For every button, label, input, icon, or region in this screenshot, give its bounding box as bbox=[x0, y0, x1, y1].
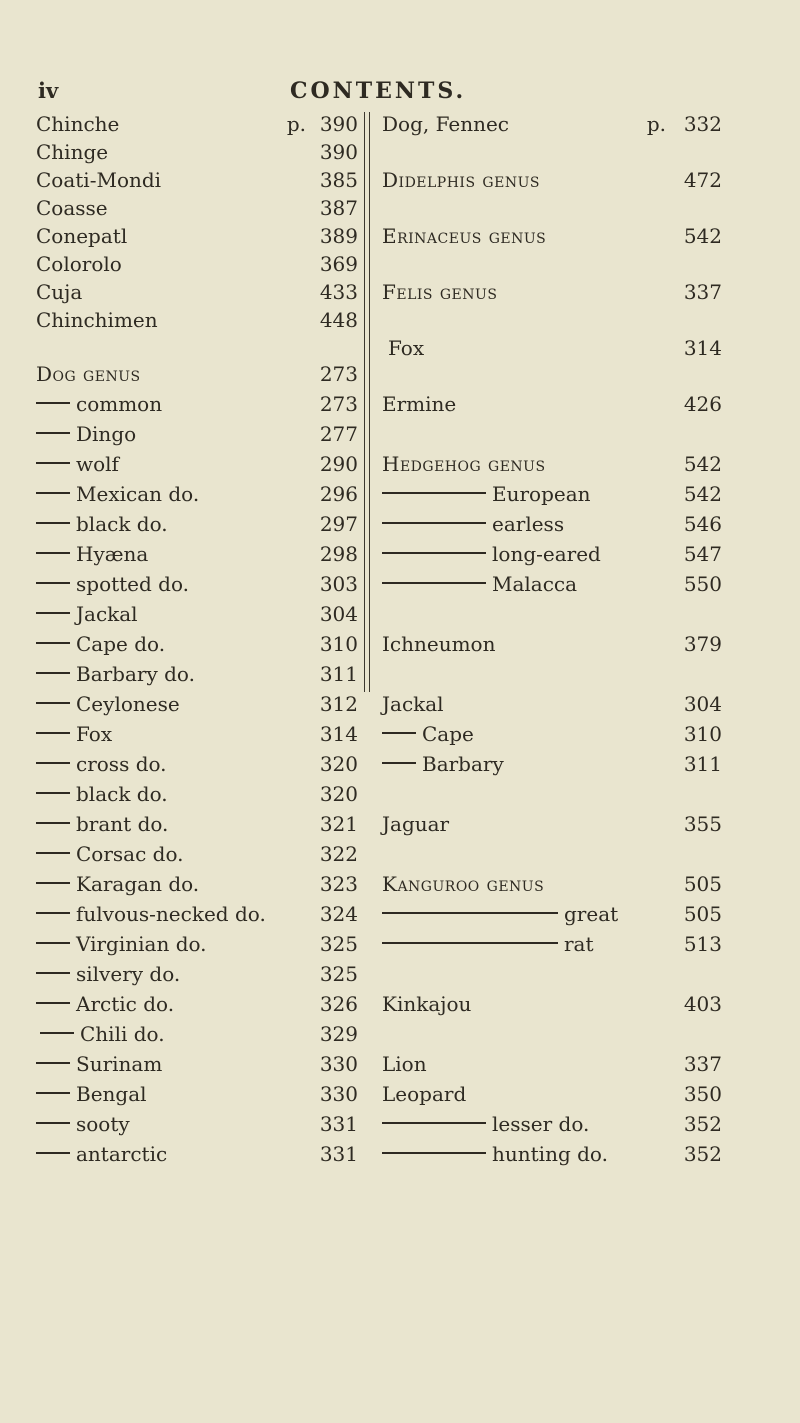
entry-label: rat bbox=[564, 932, 594, 956]
entry-page: 542 bbox=[683, 452, 722, 476]
entry-label: wolf bbox=[76, 452, 119, 476]
entry-label: Dog genus bbox=[36, 362, 141, 386]
index-entry bbox=[36, 392, 358, 420]
ditto-dash bbox=[36, 882, 70, 884]
entry-page: 304 bbox=[683, 692, 722, 716]
entry-label: Karagan do. bbox=[76, 872, 200, 896]
entry-label: Kanguroo genus bbox=[382, 872, 545, 896]
entry-label: Chili do. bbox=[80, 1022, 165, 1046]
index-entry bbox=[382, 280, 722, 308]
index-entry bbox=[36, 168, 358, 196]
page-header bbox=[0, 78, 800, 108]
page-prefix: p. bbox=[646, 112, 666, 136]
entry-label: Hyæna bbox=[76, 542, 149, 566]
entry-label: Jackal bbox=[76, 602, 138, 626]
index-entry bbox=[382, 722, 722, 750]
ditto-dash bbox=[382, 1122, 486, 1124]
entry-label: Barbary bbox=[422, 752, 504, 776]
index-entry bbox=[36, 1052, 358, 1080]
entry-label: Colorolo bbox=[36, 252, 122, 276]
ditto-dash bbox=[36, 462, 70, 464]
entry-label: earless bbox=[492, 512, 565, 536]
index-entry bbox=[36, 196, 358, 224]
index-entry bbox=[382, 872, 722, 900]
entry-page: 298 bbox=[319, 542, 358, 566]
ditto-dash bbox=[36, 912, 70, 914]
entry-label: European bbox=[492, 482, 591, 506]
index-entry bbox=[382, 224, 722, 252]
entry-page: 326 bbox=[319, 992, 358, 1016]
entry-page: 389 bbox=[319, 224, 358, 248]
entry-page: 322 bbox=[319, 842, 358, 866]
entry-page: 330 bbox=[319, 1082, 358, 1106]
ditto-dash bbox=[36, 672, 70, 674]
column-divider bbox=[369, 112, 370, 692]
entry-page: 472 bbox=[683, 168, 722, 192]
entry-label: Cape do. bbox=[76, 632, 166, 656]
entry-page: 331 bbox=[319, 1142, 358, 1166]
ditto-dash bbox=[36, 642, 70, 644]
index-entry bbox=[36, 1112, 358, 1140]
ditto-dash bbox=[36, 552, 70, 554]
ditto-dash bbox=[36, 972, 70, 974]
entry-page: 314 bbox=[319, 722, 358, 746]
page-prefix: p. bbox=[286, 112, 306, 136]
index-entry bbox=[382, 752, 722, 780]
index-entry bbox=[382, 1082, 722, 1110]
entry-label: Fox bbox=[388, 336, 425, 360]
entry-label: sooty bbox=[76, 1112, 130, 1136]
entry-page: 387 bbox=[319, 196, 358, 220]
entry-label: Jaguar bbox=[382, 812, 450, 836]
entry-page: 352 bbox=[683, 1112, 722, 1136]
entry-page: 311 bbox=[683, 752, 722, 776]
ditto-dash bbox=[382, 912, 558, 914]
entry-page: 385 bbox=[319, 168, 358, 192]
entry-page: 513 bbox=[683, 932, 722, 956]
index-entry bbox=[382, 812, 722, 840]
entry-label: spotted do. bbox=[76, 572, 190, 596]
entry-page: 379 bbox=[683, 632, 722, 656]
ditto-dash bbox=[36, 432, 70, 434]
entry-page: 312 bbox=[319, 692, 358, 716]
entry-page: 355 bbox=[683, 812, 722, 836]
index-entry bbox=[36, 1022, 358, 1050]
ditto-dash bbox=[36, 1122, 70, 1124]
index-entry bbox=[382, 1112, 722, 1140]
entry-page: 324 bbox=[319, 902, 358, 926]
ditto-dash bbox=[36, 1062, 70, 1064]
entry-page: 352 bbox=[683, 1142, 722, 1166]
ditto-dash bbox=[36, 732, 70, 734]
entry-label: Chinche bbox=[36, 112, 120, 136]
index-entry bbox=[382, 542, 722, 570]
entry-label: black do. bbox=[76, 782, 168, 806]
entry-page: 390 bbox=[319, 140, 358, 164]
ditto-dash bbox=[382, 492, 486, 494]
entry-label: brant do. bbox=[76, 812, 169, 836]
entry-page: 542 bbox=[683, 482, 722, 506]
index-entry bbox=[36, 542, 358, 570]
index-entry bbox=[36, 112, 358, 140]
ditto-dash bbox=[36, 402, 70, 404]
entry-label: cross do. bbox=[76, 752, 167, 776]
entry-label: Malacca bbox=[492, 572, 578, 596]
entry-page: 296 bbox=[319, 482, 358, 506]
ditto-dash bbox=[36, 612, 70, 614]
index-entry bbox=[382, 572, 722, 600]
index-entry bbox=[36, 482, 358, 510]
index-entry bbox=[382, 482, 722, 510]
ditto-dash bbox=[36, 852, 70, 854]
index-entry bbox=[36, 572, 358, 600]
index-entry bbox=[382, 168, 722, 196]
index-entry bbox=[36, 662, 358, 690]
entry-label: Hedgehog genus bbox=[382, 452, 546, 476]
index-entry bbox=[382, 512, 722, 540]
ditto-dash bbox=[36, 762, 70, 764]
entry-label: Cuja bbox=[36, 280, 83, 304]
ditto-dash bbox=[382, 1152, 486, 1154]
entry-label: Bengal bbox=[76, 1082, 147, 1106]
index-entry bbox=[382, 692, 722, 720]
index-entry bbox=[36, 308, 358, 336]
entry-page: 277 bbox=[319, 422, 358, 446]
entry-page: 303 bbox=[319, 572, 358, 596]
entry-page: 290 bbox=[319, 452, 358, 476]
index-entry bbox=[382, 632, 722, 660]
entry-page: 304 bbox=[319, 602, 358, 626]
entry-label: Mexican do. bbox=[76, 482, 200, 506]
index-entry bbox=[36, 992, 358, 1020]
index-entry bbox=[36, 872, 358, 900]
index-entry bbox=[382, 392, 722, 420]
ditto-dash bbox=[40, 1032, 74, 1034]
entry-label: Jackal bbox=[382, 692, 444, 716]
index-entry bbox=[382, 336, 722, 364]
ditto-dash bbox=[36, 522, 70, 524]
index-entry bbox=[36, 422, 358, 450]
entry-label: Surinam bbox=[76, 1052, 163, 1076]
ditto-dash bbox=[36, 942, 70, 944]
entry-page: 350 bbox=[683, 1082, 722, 1106]
ditto-dash bbox=[36, 1002, 70, 1004]
entry-label: silvery do. bbox=[76, 962, 181, 986]
entry-label: lesser do. bbox=[492, 1112, 590, 1136]
entry-label: Dingo bbox=[76, 422, 137, 446]
entry-page: 320 bbox=[319, 782, 358, 806]
entry-label: Ceylonese bbox=[76, 692, 180, 716]
entry-page: 433 bbox=[319, 280, 358, 304]
entry-label: Felis genus bbox=[382, 280, 498, 304]
ditto-dash bbox=[382, 552, 486, 554]
entry-page: 448 bbox=[319, 308, 358, 332]
entry-label: Leopard bbox=[382, 1082, 467, 1106]
entry-page: 542 bbox=[683, 224, 722, 248]
ditto-dash bbox=[36, 702, 70, 704]
column-divider bbox=[364, 112, 365, 692]
entry-label: Corsac do. bbox=[76, 842, 184, 866]
entry-label: Fox bbox=[76, 722, 113, 746]
entry-page: 550 bbox=[683, 572, 722, 596]
entry-page: 323 bbox=[319, 872, 358, 896]
entry-label: antarctic bbox=[76, 1142, 168, 1166]
ditto-dash bbox=[382, 762, 416, 764]
entry-label: Chinge bbox=[36, 140, 109, 164]
ditto-dash bbox=[36, 582, 70, 584]
index-entry bbox=[36, 252, 358, 280]
entry-page: 546 bbox=[683, 512, 722, 536]
entry-page: 325 bbox=[319, 932, 358, 956]
entry-page: 505 bbox=[683, 872, 722, 896]
entry-label: black do. bbox=[76, 512, 168, 536]
entry-page: 297 bbox=[319, 512, 358, 536]
index-entry bbox=[36, 812, 358, 840]
index-entry bbox=[36, 962, 358, 990]
entry-page: 330 bbox=[319, 1052, 358, 1076]
page-title: CONTENTS. bbox=[290, 78, 467, 104]
entry-page: 273 bbox=[319, 392, 358, 416]
entry-label: hunting do. bbox=[492, 1142, 608, 1166]
index-entry bbox=[36, 224, 358, 252]
index-entry bbox=[382, 992, 722, 1020]
entry-page: 273 bbox=[319, 362, 358, 386]
entry-page: 337 bbox=[683, 1052, 722, 1076]
ditto-dash bbox=[382, 582, 486, 584]
ditto-dash bbox=[36, 1152, 70, 1154]
entry-page: 310 bbox=[319, 632, 358, 656]
index-entry bbox=[36, 722, 358, 750]
entry-page: 505 bbox=[683, 902, 722, 926]
entry-label: great bbox=[564, 902, 619, 926]
ditto-dash bbox=[382, 942, 558, 944]
index-entry bbox=[36, 362, 358, 390]
entry-label: Erinaceus genus bbox=[382, 224, 547, 248]
entry-label: Cape bbox=[422, 722, 474, 746]
index-entry bbox=[36, 752, 358, 780]
entry-label: Kinkajou bbox=[382, 992, 472, 1016]
index-entry bbox=[36, 602, 358, 630]
entry-label: Coati-Mondi bbox=[36, 168, 162, 192]
entry-page: 314 bbox=[683, 336, 722, 360]
entry-page: 329 bbox=[319, 1022, 358, 1046]
entry-label: Virginian do. bbox=[76, 932, 207, 956]
index-entry bbox=[36, 782, 358, 810]
index-entry bbox=[382, 452, 722, 480]
entry-label: Ermine bbox=[382, 392, 457, 416]
entry-page: 311 bbox=[319, 662, 358, 686]
entry-label: Dog, Fennec bbox=[382, 112, 510, 136]
index-entry bbox=[36, 932, 358, 960]
entry-page: 331 bbox=[319, 1112, 358, 1136]
entry-label: Didelphis genus bbox=[382, 168, 540, 192]
entry-label: common bbox=[76, 392, 163, 416]
index-entry bbox=[36, 140, 358, 168]
index-entry bbox=[382, 1142, 722, 1170]
entry-page: 426 bbox=[683, 392, 722, 416]
entry-page: 390 bbox=[319, 112, 358, 136]
index-entry bbox=[382, 1052, 722, 1080]
ditto-dash bbox=[382, 522, 486, 524]
index-entry bbox=[36, 1142, 358, 1170]
entry-label: Chinchimen bbox=[36, 308, 158, 332]
index-entry bbox=[36, 280, 358, 308]
index-entry bbox=[36, 512, 358, 540]
entry-label: Barbary do. bbox=[76, 662, 195, 686]
ditto-dash bbox=[36, 1092, 70, 1094]
index-entry bbox=[36, 692, 358, 720]
ditto-dash bbox=[36, 492, 70, 494]
index-entry bbox=[36, 1082, 358, 1110]
entry-label: Coasse bbox=[36, 196, 108, 220]
entry-page: 310 bbox=[683, 722, 722, 746]
index-entry bbox=[36, 842, 358, 870]
entry-page: 321 bbox=[319, 812, 358, 836]
index-entry bbox=[382, 902, 722, 930]
entry-page: 325 bbox=[319, 962, 358, 986]
ditto-dash bbox=[36, 822, 70, 824]
entry-page: 337 bbox=[683, 280, 722, 304]
index-entry bbox=[36, 452, 358, 480]
page-number: iv bbox=[38, 78, 59, 103]
entry-label: Conepatl bbox=[36, 224, 128, 248]
entry-page: 320 bbox=[319, 752, 358, 776]
ditto-dash bbox=[36, 792, 70, 794]
entry-label: fulvous-necked do. bbox=[76, 902, 266, 926]
index-entry bbox=[382, 932, 722, 960]
index-entry bbox=[36, 902, 358, 930]
entry-page: 369 bbox=[319, 252, 358, 276]
entry-label: Arctic do. bbox=[76, 992, 175, 1016]
entry-page: 332 bbox=[683, 112, 722, 136]
index-entry bbox=[382, 112, 722, 140]
entry-label: Ichneumon bbox=[382, 632, 496, 656]
ditto-dash bbox=[382, 732, 416, 734]
entry-page: 403 bbox=[683, 992, 722, 1016]
index-entry bbox=[36, 632, 358, 660]
entry-page: 547 bbox=[683, 542, 722, 566]
entry-label: long-eared bbox=[492, 542, 601, 566]
entry-label: Lion bbox=[382, 1052, 427, 1076]
